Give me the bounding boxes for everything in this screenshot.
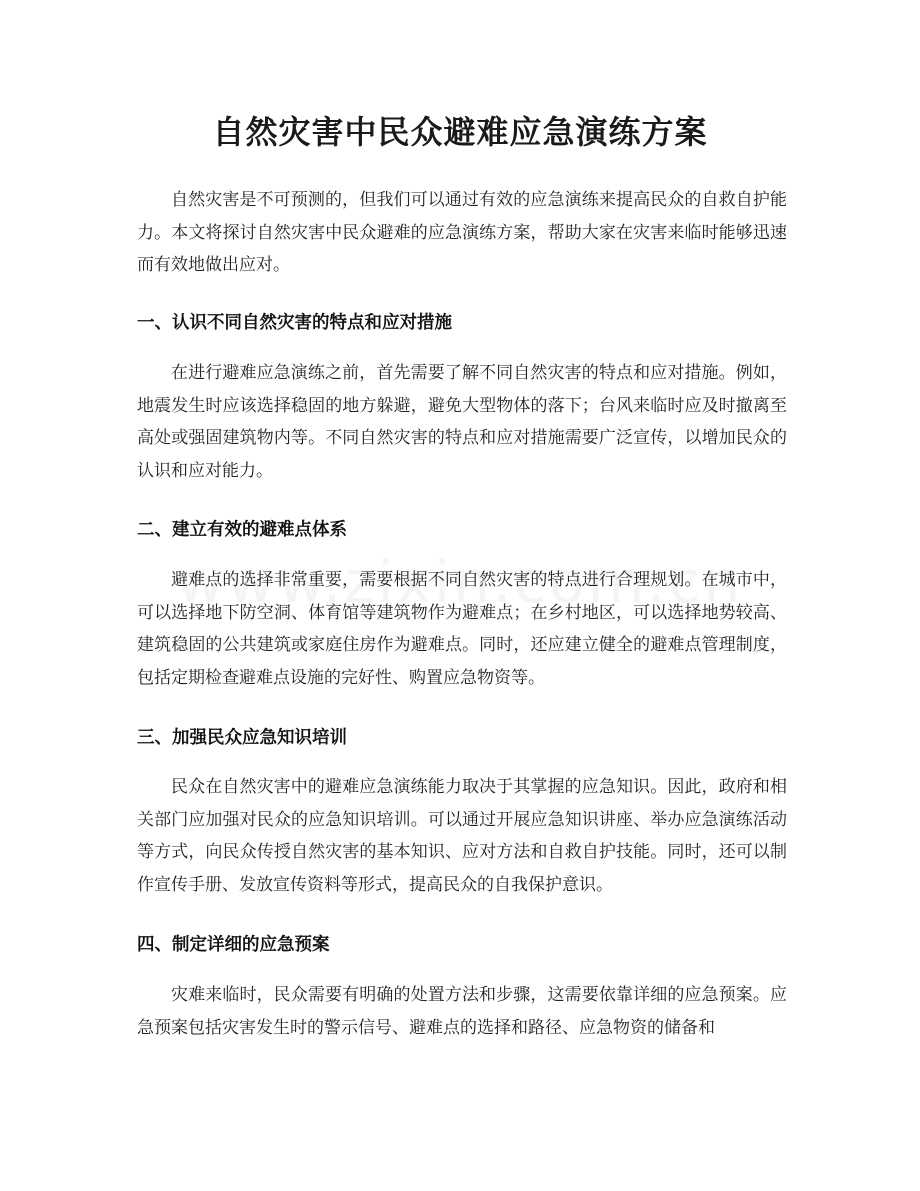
section-2-heading: 二、建立有效的避难点体系 bbox=[137, 520, 347, 540]
section-4-heading: 四、制定详细的应急预案 bbox=[137, 935, 330, 955]
section-4-paragraph: 灾难来临时，民众需要有明确的处置方法和步骤，这需要依靠详细的应急预案。应急预案包括灾害发生时的警示信号、避难点的选择和路径、应急物资的储备和 bbox=[137, 985, 787, 1038]
section-3-paragraph: 民众在自然灾害中的避难应急演练能力取决于其掌握的应急知识。因此，政府和相关部门应加强对民众的应急知识培训。可以通过开展应急知识讲座、举办应急演练活动等方式，向民众传授自然灾害的基本知识、应对方法和自救自护技能。同时，还可以制作宣传手册、发放宣传资料等形式，提高民众的自我保护意识。 bbox=[137, 777, 787, 895]
section-1-paragraph: 在进行避难应急演练之前，首先需要了解不同自然灾害的特点和应对措施。例如，地震发生时应该选择稳固的地方躲避，避免大型物体的落下；台风来临时应及时撤离至高处或强固建筑物内等。不同自然灾害的特点和应对措施需要广泛宣传，以增加民众的认识和应对能力。 bbox=[137, 363, 787, 481]
section-3-heading: 三、加强民众应急知识培训 bbox=[137, 728, 347, 748]
section-2-paragraph: 避难点的选择非常重要，需要根据不同自然灾害的特点进行合理规划。在城市中，可以选择地下防空洞、体育馆等建筑物作为避难点；在乡村地区，可以选择地势较高、建筑稳固的公共建筑或家庭住房作为避难点。同时，还应建立健全的避难点管理制度，包括定期检查避难点设施的完好性、购置应急物资等。 bbox=[137, 570, 787, 688]
section-1-heading: 一、认识不同自然灾害的特点和应对措施 bbox=[137, 313, 452, 333]
intro-paragraph: 自然灾害是不可预测的，但我们可以通过有效的应急演练来提高民众的自救自护能力。本文将探讨自然灾害中民众避难的应急演练方案，帮助大家在灾害来临时能够迅速而有效地做出应对。 bbox=[137, 190, 787, 275]
document-title: 自然灾害中民众避难应急演练方案 bbox=[212, 113, 708, 151]
